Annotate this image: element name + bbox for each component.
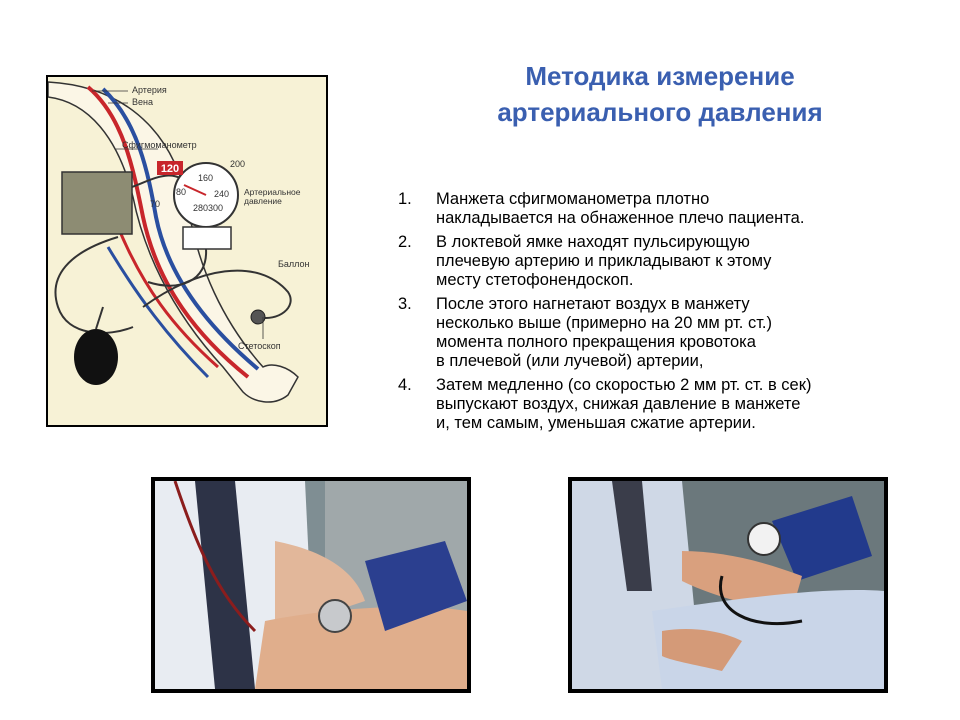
step-line: Затем медленно (со скоростью 2 мм рт. ст. в сек) [436, 376, 812, 394]
step-text [436, 233, 938, 290]
bp-measurement-diagram [46, 75, 328, 427]
dial-200: 200 [230, 159, 246, 169]
step-line: После этого нагнетают воздух в манжету [436, 295, 750, 313]
diagram-illustration [48, 77, 326, 425]
pressure-box-label: 120 [160, 163, 180, 175]
step-line: в плечевой (или лучевой) артерии, [436, 352, 704, 370]
steps-list [398, 190, 938, 438]
step-number: 1. [398, 190, 412, 208]
step-item [398, 376, 938, 433]
photo-left-illustration [155, 481, 467, 689]
step-line: В локтевой ямке находят пульсирующую [436, 233, 750, 251]
title-line-1: Методика измерение [525, 61, 795, 91]
dial-280: 280 [193, 203, 209, 213]
step-line: месту стетофонендоскоп. [436, 271, 634, 289]
gauge-dial [748, 523, 780, 555]
step-text [436, 190, 938, 228]
step-line: и, тем самым, уменьшая сжатие артерии. [436, 414, 756, 432]
cuff-shape [62, 172, 132, 234]
dial-80: 80 [176, 187, 187, 197]
stethoscope-tube-left [56, 237, 134, 333]
dial-160: 160 [198, 173, 214, 183]
stethoscope-chestpiece [319, 600, 351, 632]
label-vein: Вена [132, 97, 153, 107]
title-line-2: артериального давления [497, 97, 823, 127]
step-text [436, 295, 938, 371]
label-sphygmo: Сфигмоманометр [122, 140, 197, 150]
step-line: Манжета сфигмоманометра плотно [436, 190, 710, 208]
slide-title [420, 58, 900, 130]
step-number: 4. [398, 376, 412, 394]
patient-arm [255, 607, 467, 689]
step-number: 3. [398, 295, 412, 313]
photo-left-measurement [151, 477, 471, 693]
photo-right-illustration [572, 481, 884, 689]
gauge-base [183, 227, 231, 249]
dial-300: 300 [208, 203, 224, 213]
label-artery: Артерия [132, 85, 167, 95]
step-item [398, 295, 938, 371]
step-line: несколько выше (примерно на 20 мм рт. ст.) [436, 314, 773, 332]
bulb-shape [74, 329, 118, 385]
step-line: накладывается на обнаженное плечо пациента. [436, 209, 805, 227]
label-bell: Баллон [278, 259, 310, 269]
step-line: плечевую артерию и прикладывают к этому [436, 252, 772, 270]
step-number: 2. [398, 233, 412, 251]
label-arterial-2: давление [244, 196, 282, 206]
label-stethoscope: Стетоскоп [238, 341, 281, 351]
step-line: момента полного прекращения кровотока [436, 333, 756, 351]
photo-right-measurement [568, 477, 888, 693]
step-item [398, 233, 938, 290]
step-text [436, 376, 938, 433]
dial-240: 240 [214, 189, 230, 199]
dial-70: 70 [150, 199, 161, 209]
label-arterial-1: Артериальное [244, 187, 301, 197]
bulb-valve [96, 307, 103, 329]
step-line: выпускают воздух, снижая давление в манжете [436, 395, 801, 413]
step-item [398, 190, 938, 228]
